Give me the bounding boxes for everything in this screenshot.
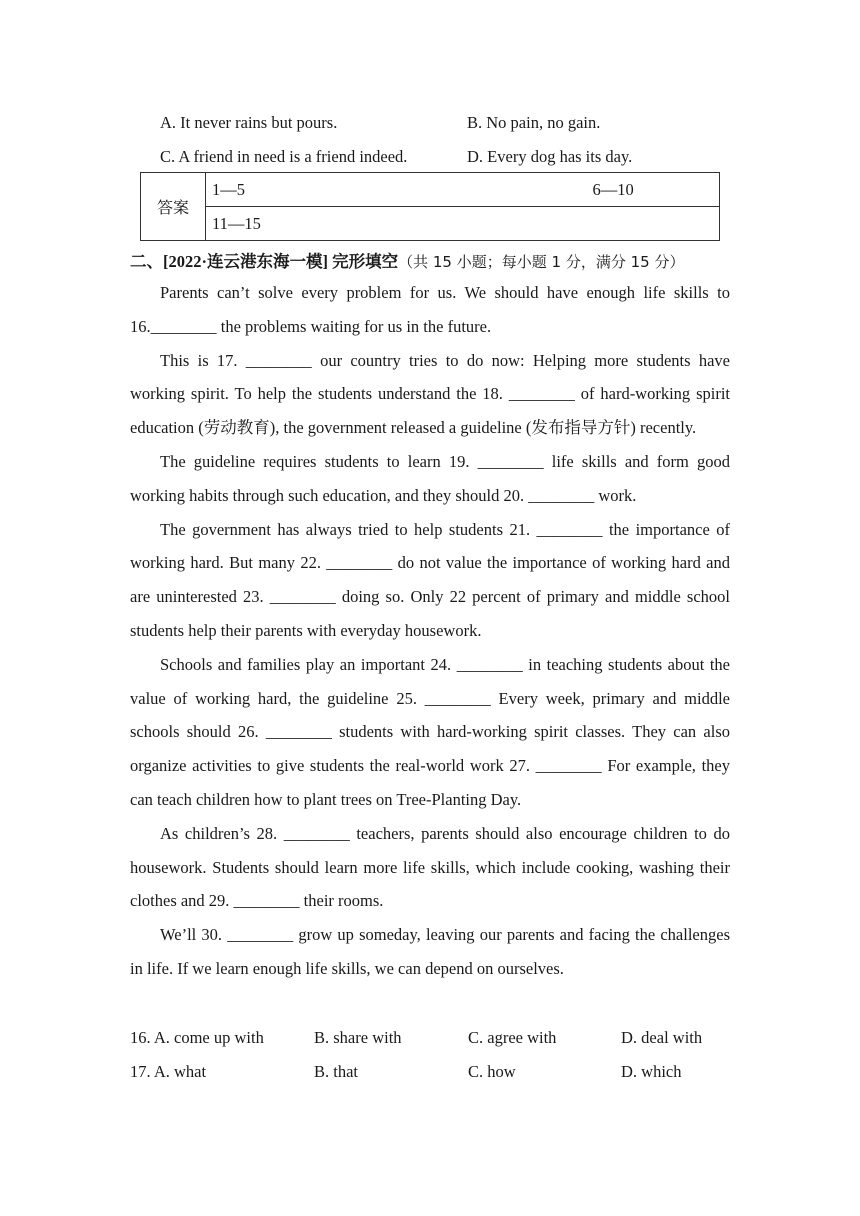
passage-paragraph: The government has always tried to help students 21. ________ the importance of working hard. But many 22. ________ do not value the importance of working hard and are uninterested 23. ________ doing so. Only 22 percent of primary and middle school students help their parents with everyday housework. <box>130 519 730 640</box>
cloze-passage <box>130 276 730 986</box>
answer-table <box>140 172 720 241</box>
passage-paragraph: We’ll 30. ________ grow up someday, leaving our parents and facing the challenges in life. If we learn enough life skills, we can depend on ourselves. <box>130 925 730 978</box>
section-note: （共 15 小题；每小题 1 分，满分 15 分） <box>398 253 685 271</box>
answer-range-11-15: 11—15 <box>212 213 261 233</box>
option-d: D. Every dog has its day. <box>467 147 633 166</box>
answer-row-2 <box>206 207 720 241</box>
passage-paragraph: As children’s 28. ________ teachers, parents should also encourage children to do housework. Students should learn more life skills, which include cooking, washing their clothes and 29. ________ their rooms. <box>130 823 730 911</box>
passage-paragraph: Schools and families play an important 24. ________ in teaching students about the value of working hard, the guideline 25. ________ Every week, primary and middle schools should 26. ________ students with hard-working spirit classes. They can also organize activities to give students the real-world work 27. ________ For example, they can teach children how to plant trees on Tree-Planting Day. <box>130 654 730 809</box>
option-row-2 <box>160 147 730 171</box>
option-a: A. It never rains but pours. <box>160 113 338 132</box>
question-option-c: C. how <box>468 1062 516 1081</box>
passage-paragraph: Parents can’t solve every problem for us. We should have enough life skills to 16.________ the problems waiting for us in the future. <box>130 283 730 336</box>
question-option-d: D. deal with <box>621 1028 703 1047</box>
section-heading <box>130 248 684 272</box>
question-16 <box>130 1028 730 1052</box>
question-option-b: B. share with <box>314 1028 402 1047</box>
question-option-a: 17. A. what <box>130 1062 207 1081</box>
question-option-b: B. that <box>314 1062 358 1081</box>
option-c: C. A friend in need is a friend indeed. <box>160 147 408 166</box>
option-b: B. No pain, no gain. <box>467 113 601 132</box>
question-option-c: C. agree with <box>468 1028 557 1047</box>
question-option-a: 16. A. come up with <box>130 1028 264 1047</box>
passage-paragraph: This is 17. ________ our country tries to do now: Helping more students have working spirit. To help the students understand the 18. ________ of hard-working spirit education (劳动教育), the government released a guideline (发布指导方针) recently. <box>130 350 730 438</box>
passage-paragraph: The guideline requires students to learn 19. ________ life skills and form good working habits through such education, and they should 20. ________ work. <box>130 451 730 505</box>
answer-range-1-5: 1—5 <box>212 179 245 199</box>
answer-row-1 <box>206 173 720 207</box>
option-row-1 <box>160 113 730 137</box>
section-source: [2022·连云港东海一模] <box>163 252 328 271</box>
section-title: 完形填空 <box>332 252 399 271</box>
answer-range-6-10: 6—10 <box>592 179 634 199</box>
answer-label: 答案 <box>141 173 206 241</box>
question-17 <box>130 1062 730 1086</box>
section-number: 二、 <box>130 252 163 271</box>
question-option-d: D. which <box>621 1062 682 1081</box>
